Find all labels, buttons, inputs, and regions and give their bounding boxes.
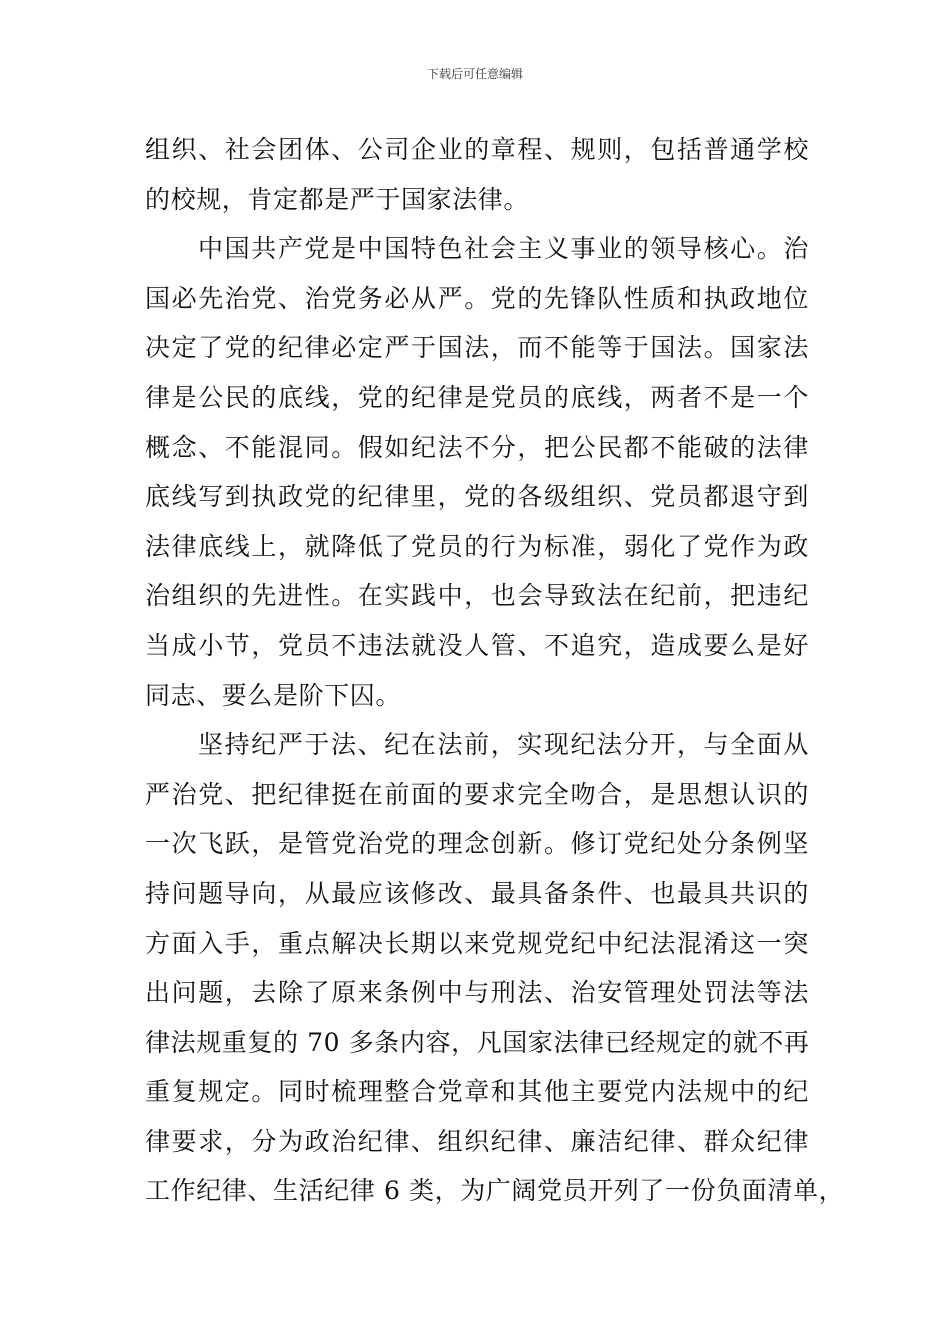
page-header: 下载后可任意编辑 (426, 67, 523, 81)
text-line: 法律底线上，就降低了党员的行为标准，弱化了党作为政 (145, 531, 809, 561)
text-line: 出问题，去除了原来条例中与刑法、治安管理处罚法等法 (145, 978, 809, 1008)
text-line: 律是公民的底线，党的纪律是党员的底线，两者不是一个 (145, 382, 809, 412)
text-line: 坚持纪严于法、纪在法前，实现纪法分开，与全面从 (198, 730, 809, 760)
text-line: 一次飞跃，是管党治党的理念创新。修订党纪处分条例坚 (145, 829, 809, 859)
text-line: 当成小节，党员不违法就没人管、不追究，造成要么是好 (145, 630, 809, 660)
text-line: 方面入手，重点解决长期以来党规党纪中纪法混淆这一突 (145, 928, 809, 958)
text-line: 决定了党的纪律必定严于国法，而不能等于国法。国家法 (145, 333, 809, 363)
text-line: 概念、不能混同。假如纪法不分，把公民都不能破的法律 (145, 432, 809, 462)
text-line: 治组织的先进性。在实践中，也会导致法在纪前，把违纪 (145, 581, 809, 611)
text-line: 工作纪律、生活纪律 6 类，为广阔党员开列了一份负面清单， (145, 1176, 845, 1206)
text-line: 持问题导向，从最应该修改、最具备条件、也最具共识的 (145, 878, 809, 908)
document-body (145, 125, 845, 1216)
text-line: 的校规，肯定都是严于国家法律。 (145, 184, 530, 214)
text-line: 严治党、把纪律挺在前面的要求完全吻合，是思想认识的 (145, 779, 809, 809)
text-line: 组织、社会团体、公司企业的章程、规则，包括普通学校 (145, 135, 809, 164)
text-line: 同志、要么是阶下囚。 (145, 680, 402, 710)
text-line: 底线写到执政党的纪律里，党的各级组织、党员都退守到 (145, 482, 809, 512)
text-line: 中国共产党是中国特色社会主义事业的领导核心。治 (198, 234, 809, 264)
text-line: 律法规重复的 70 多条内容，凡国家法律已经规定的就不再 (145, 1027, 810, 1057)
text-line: 重复规定。同时梳理整合党章和其他主要党内法规中的纪 (145, 1077, 809, 1107)
text-line: 国必先治党、治党务必从严。党的先锋队性质和执政地位 (145, 283, 809, 313)
text-line: 律要求，分为政治纪律、组织纪律、廉洁纪律、群众纪律 (145, 1126, 809, 1156)
